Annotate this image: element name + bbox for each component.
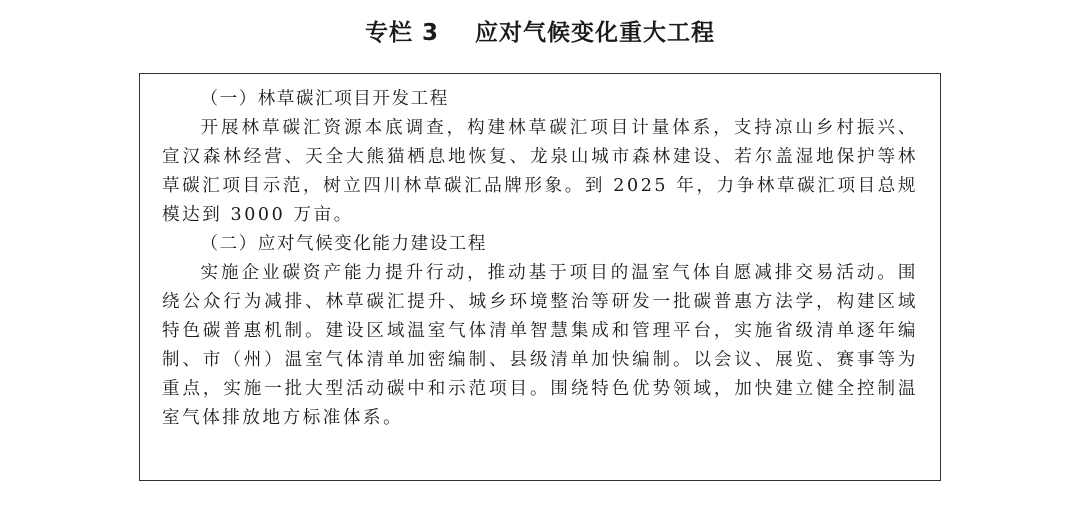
section-1-body: 开展林草碳汇资源本底调查，构建林草碳汇项目计量体系，支持凉山乡村振兴、宣汉森林经营、天全大熊猫栖息地恢复、龙泉山城市森林建设、若尔盖湿地保护等林草碳汇项目示范，树立四川林草碳汇品牌形象。到 2025 年，力争林草碳汇项目总规模达到 3000 万亩。 bbox=[162, 118, 918, 225]
section-2-heading: （二）应对气候变化能力建设工程 bbox=[200, 234, 487, 254]
column-box bbox=[139, 73, 941, 481]
section-2-body: 实施企业碳资产能力提升行动，推动基于项目的温室气体自愿减排交易活动。围绕公众行为减排、林草碳汇提升、城乡环境整治等研发一批碳普惠方法学，构建区域特色碳普惠机制。建设区域温室气体清单智慧集成和管理平台，实施省级清单逐年编制、市（州）温室气体清单加密编制、县级清单加快编制。以会议、展览、赛事等为重点，实施一批大型活动碳中和示范项目。围绕特色优势领域，加快建立健全控制温室气体排放地方标准体系。 bbox=[162, 263, 918, 428]
section-1-heading: （一）林草碳汇项目开发工程 bbox=[200, 89, 449, 109]
column-title: 专栏 3 应对气候变化重大工程 bbox=[364, 20, 716, 46]
